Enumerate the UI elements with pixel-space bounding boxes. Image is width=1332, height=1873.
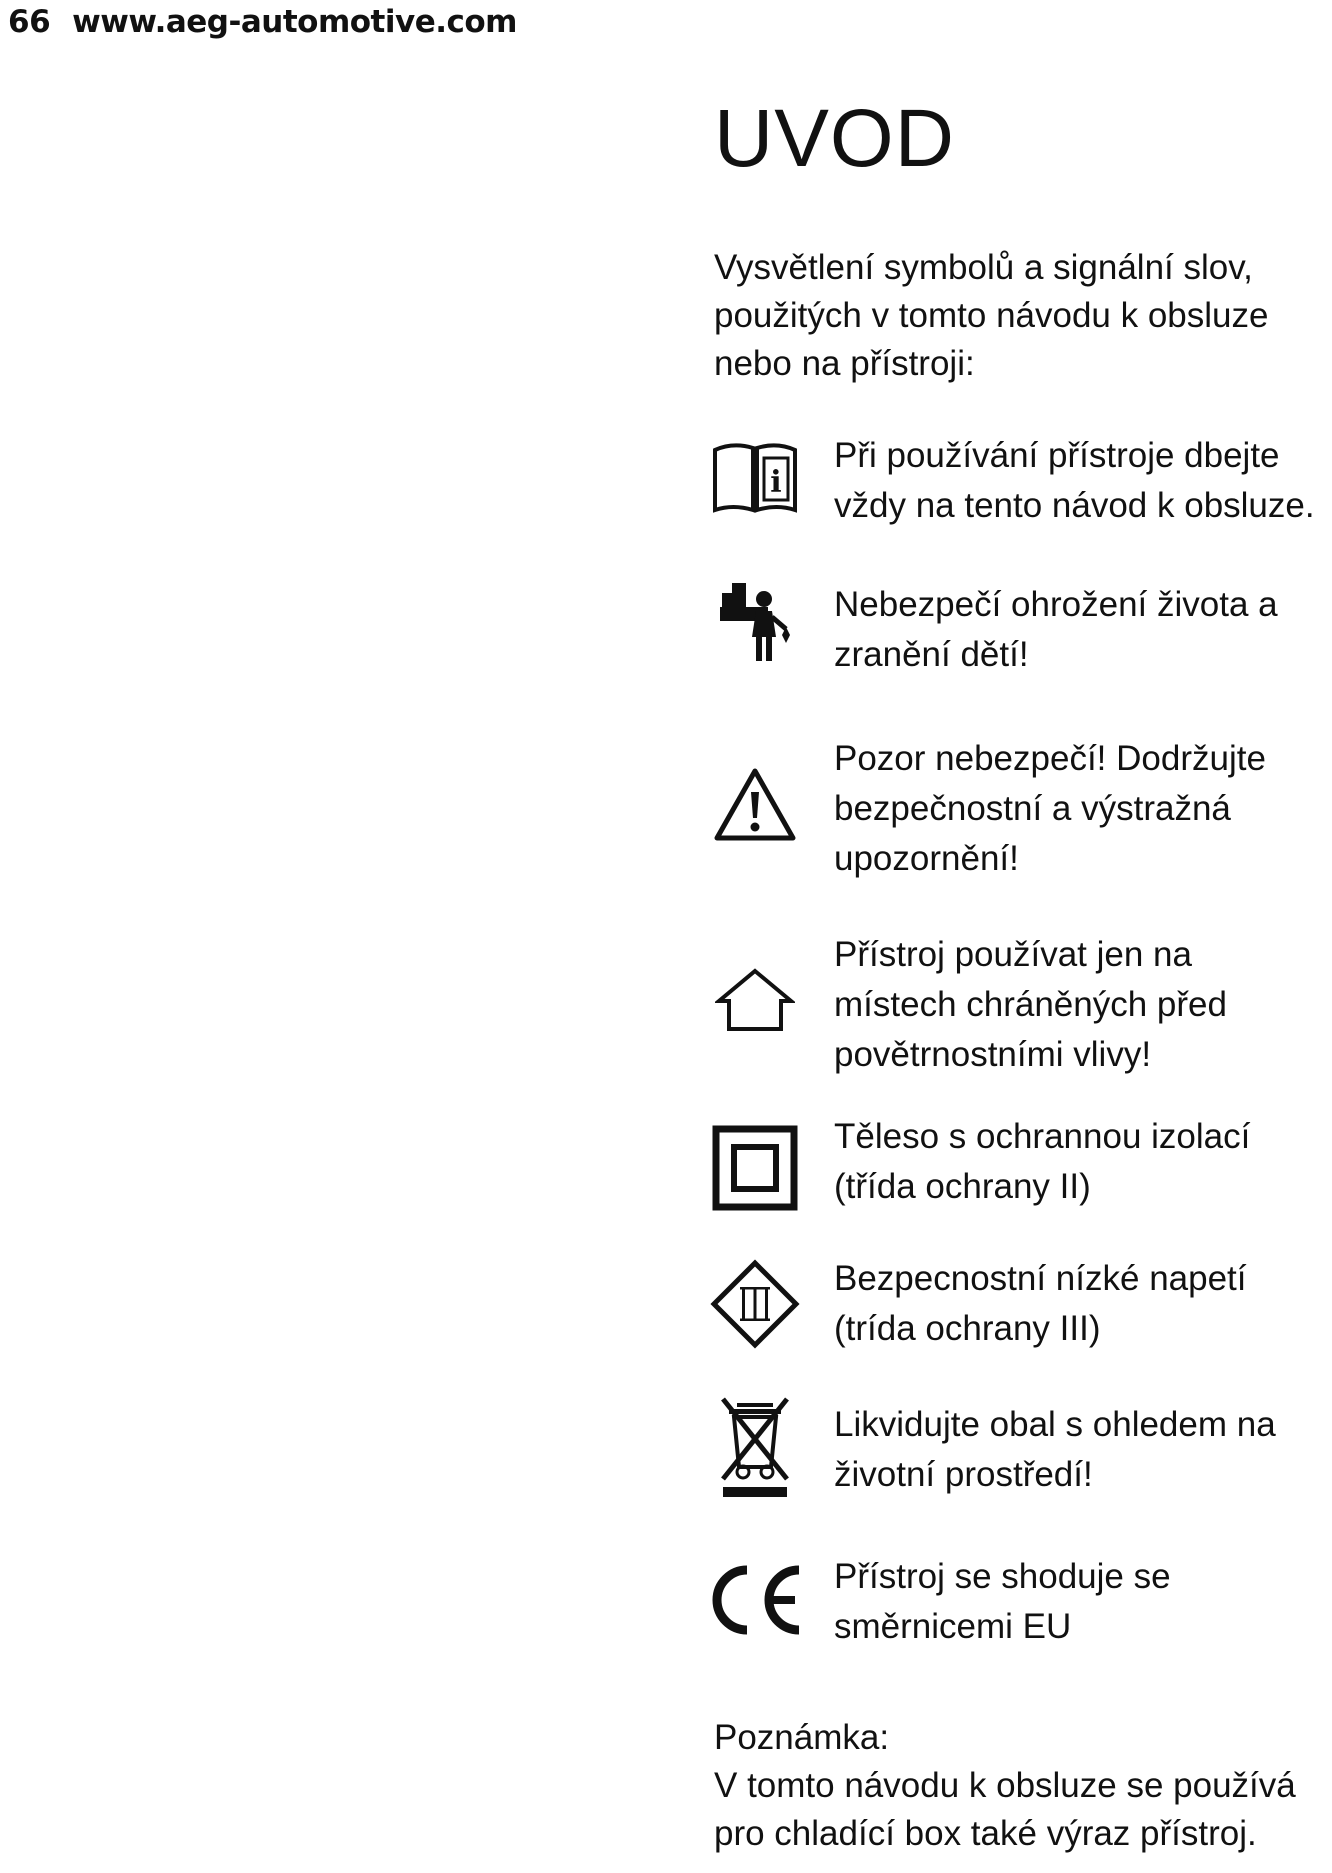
page-title: UVOD bbox=[714, 93, 955, 184]
protection-class-2-icon bbox=[700, 1118, 810, 1218]
manual-info-icon bbox=[700, 428, 810, 528]
symbol-text: Likvidujte obal s ohledem na životní prostředí! bbox=[834, 1405, 1276, 1494]
intro-text: Vysvětlení symbolů a signální slov, použitých v tomto návodu k obsluze nebo na přístroji: bbox=[714, 248, 1269, 383]
note-text: V tomto návodu k obsluze se používá pro chladící box také výraz přístroj. bbox=[714, 1766, 1296, 1853]
svg-text:i: i bbox=[770, 465, 782, 500]
ce-mark-icon bbox=[700, 1550, 810, 1650]
symbol-text: Přístroj se shoduje se směrnicemi EU bbox=[834, 1557, 1171, 1646]
symbol-text: Přístroj používat jen na místech chráněných před povětrnostními vlivy! bbox=[834, 935, 1227, 1074]
protection-class-3-icon bbox=[700, 1254, 810, 1354]
page-header bbox=[8, 4, 517, 40]
note-label: Poznámka: bbox=[714, 1718, 890, 1757]
page-number: 66 bbox=[8, 4, 51, 40]
note-section bbox=[714, 1714, 1324, 1858]
symbol-text: Těleso s ochrannou izolací (třída ochrany II) bbox=[834, 1117, 1251, 1206]
warning-triangle-icon bbox=[700, 754, 810, 854]
website-url: www.aeg-automotive.com bbox=[72, 4, 517, 40]
weee-disposal-icon bbox=[700, 1398, 810, 1498]
symbol-text: Pozor nebezpečí! Dodržujte bezpečnostní a výstražná upozornění! bbox=[834, 739, 1266, 878]
symbol-text: Při používání přístroje dbejte vždy na tento návod k obsluze. bbox=[834, 436, 1315, 525]
symbol-text: Bezpecnostní nízké napetí (trída ochrany III) bbox=[834, 1259, 1247, 1348]
symbol-text: Nebezpečí ohrožení života a zranění dětí! bbox=[834, 585, 1278, 674]
child-danger-icon bbox=[700, 574, 810, 674]
indoor-house-icon bbox=[700, 950, 810, 1050]
